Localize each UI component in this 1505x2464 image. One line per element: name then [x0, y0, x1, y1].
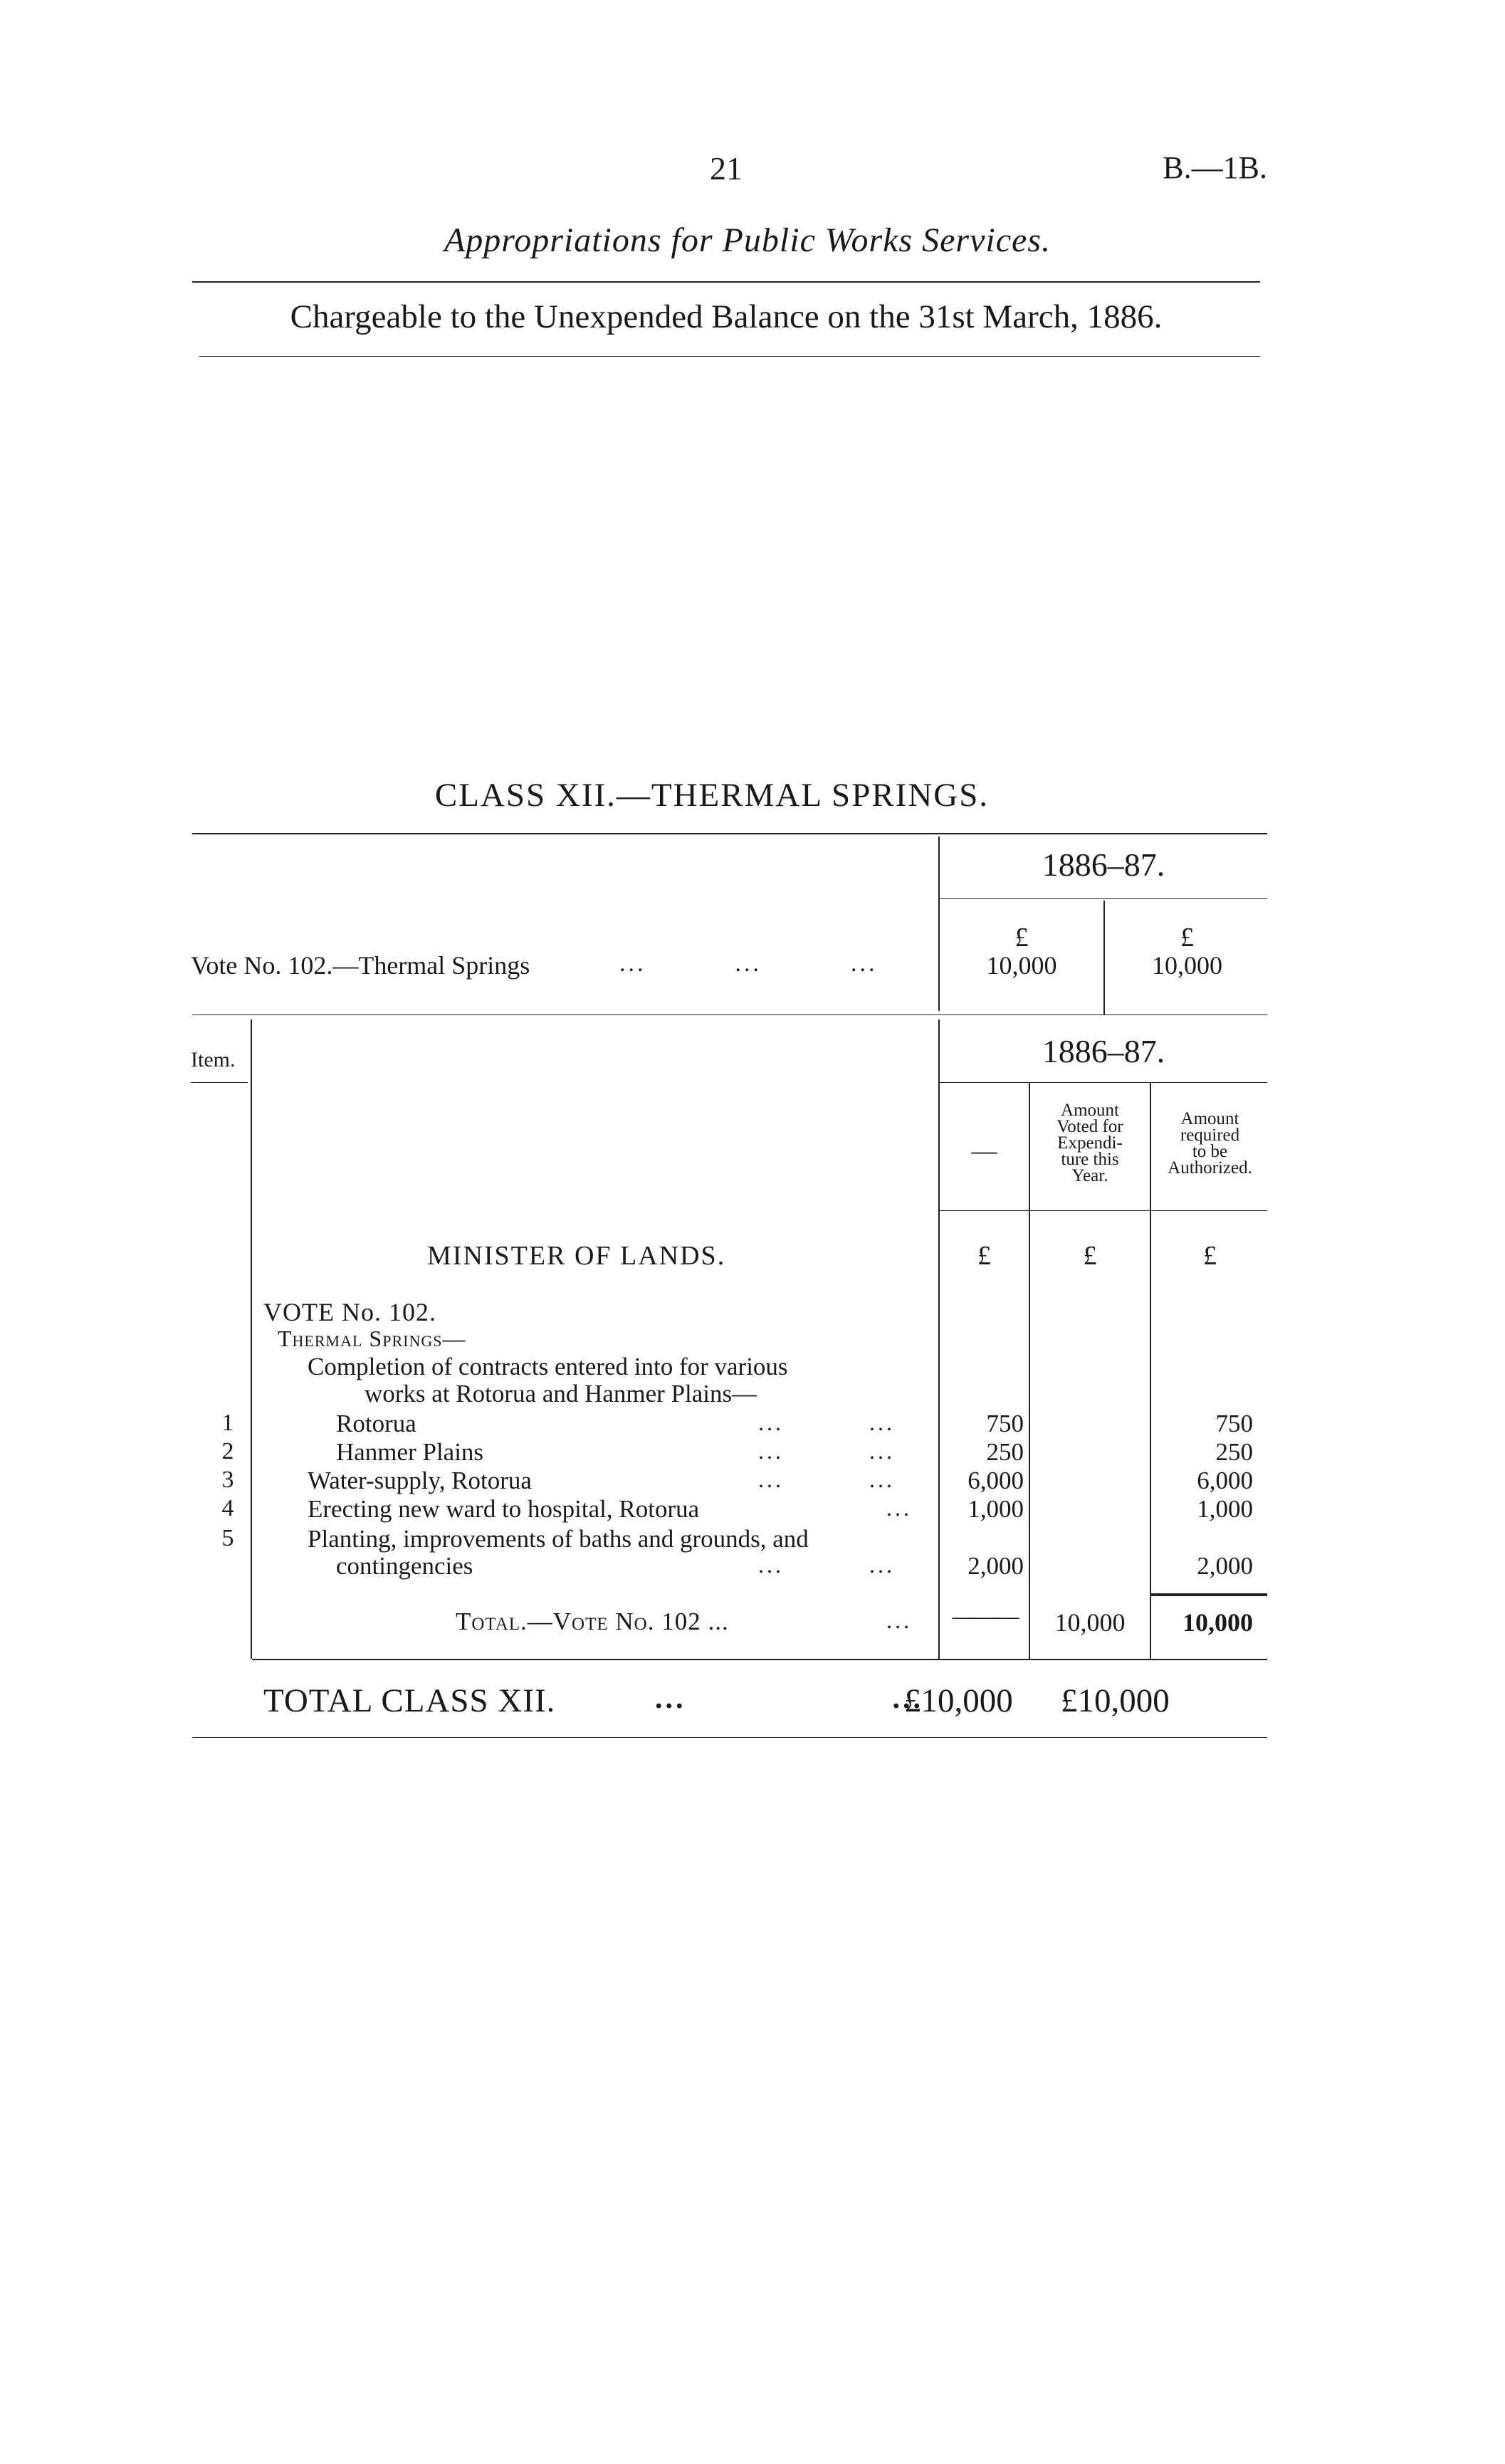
col2-currency: £	[1083, 1241, 1097, 1271]
grand-total-leader: ... ...	[655, 1682, 923, 1715]
col3-currency: £	[1203, 1241, 1217, 1271]
col2-header-line: Expendi-	[1057, 1133, 1123, 1153]
col2-header-line: ture this	[1061, 1150, 1119, 1169]
col3-header-line: Authorized.	[1168, 1158, 1252, 1178]
page-number: 21	[710, 150, 743, 187]
item-leader: ... ...	[758, 1552, 895, 1578]
summary-currency-1: £	[1014, 923, 1029, 953]
summary-vote-label	[191, 950, 530, 980]
summary-amount-2: 10,000	[1152, 951, 1222, 980]
item-col1-value: 1,000	[968, 1495, 1024, 1523]
item-header-rule	[191, 1082, 248, 1083]
item-column-divider	[251, 1019, 252, 1659]
total-rule	[1151, 1593, 1267, 1596]
item-number: 1	[221, 1410, 234, 1436]
subtitle-rule	[199, 356, 1260, 357]
item-col3-value: 750	[1215, 1410, 1253, 1437]
item-description: Rotorua	[336, 1410, 416, 1437]
vote-total-leader: ...	[886, 1608, 912, 1633]
item-number: 5	[221, 1525, 234, 1551]
summary-currency-2: £	[1180, 923, 1194, 953]
col3-header	[1151, 1111, 1269, 1176]
item-col1-value: 750	[986, 1410, 1024, 1437]
item-number: 2	[221, 1438, 234, 1464]
grand-total-rule	[192, 1737, 1267, 1738]
item-header: Item.	[191, 1048, 236, 1071]
summary-year-rule	[940, 898, 1267, 899]
grand-total-amount-2: £10,000	[1061, 1682, 1170, 1719]
item-leader: ... ...	[758, 1438, 895, 1464]
item-leader: ... ...	[758, 1410, 895, 1435]
item-number: 3	[221, 1467, 234, 1493]
item-col3-value: 6,000	[1197, 1467, 1253, 1494]
item-description: Water-supply, Rotorua	[308, 1467, 532, 1494]
item-number: 4	[221, 1495, 234, 1521]
col3-header-line: Amount	[1180, 1109, 1239, 1128]
page-subtitle: Chargeable to the Unexpended Balance on the 31st March, 1886.	[290, 298, 1163, 335]
col2-header-line: Voted for	[1056, 1117, 1123, 1136]
section-title: MINISTER OF LANDS.	[427, 1241, 726, 1271]
detail-year-rule	[940, 1082, 1267, 1083]
item-col3-value: 2,000	[1197, 1552, 1253, 1580]
col3-header-line: to be	[1192, 1142, 1228, 1161]
detail-bottom-rule	[252, 1659, 1267, 1660]
class-title-rule	[192, 833, 1267, 834]
subhead: Thermal Springs—	[278, 1326, 466, 1351]
item-description-cont: contingencies	[336, 1552, 473, 1580]
title-rule	[192, 281, 1260, 283]
vote-total-col3: 10,000	[1182, 1608, 1253, 1637]
grand-total-amount-1: £10,000	[904, 1682, 1013, 1719]
col1-header: —	[971, 1136, 997, 1165]
item-col1-value: 6,000	[968, 1467, 1024, 1494]
item-leader: ... ...	[758, 1467, 895, 1492]
item-col3-value: 1,000	[1197, 1495, 1253, 1523]
col3-header-line: required	[1180, 1126, 1240, 1145]
column-header-rule	[940, 1210, 1267, 1211]
vote-total-label: Total.—Vote No. 102 ...	[456, 1608, 729, 1635]
summary-vote-text: Vote No. 102.—Thermal Springs	[191, 951, 530, 980]
col1-currency: £	[977, 1241, 991, 1271]
document-reference: B.—1B.	[1163, 150, 1267, 185]
class-title: CLASS XII.—THERMAL SPRINGS.	[434, 777, 990, 814]
item-col1-value: 2,000	[968, 1552, 1024, 1580]
item-description: Erecting new ward to hospital, Rotorua	[308, 1495, 700, 1523]
col2-header-line: Amount	[1061, 1101, 1119, 1120]
item-col3-value: 250	[1215, 1438, 1253, 1466]
item-leader: ...	[886, 1495, 912, 1521]
grand-total-label: TOTAL CLASS XII.	[263, 1682, 556, 1719]
page-title: Appropriations for Public Works Services.	[444, 221, 1052, 259]
intro-line-1: Completion of contracts entered into for various	[308, 1353, 788, 1380]
vote-total-col1: ———	[952, 1603, 1017, 1630]
summary-col-divider	[1103, 901, 1105, 1015]
item-description: Hanmer Plains	[336, 1438, 484, 1466]
item-col1-value: 250	[986, 1438, 1024, 1466]
vote-total-col2: 10,000	[1054, 1608, 1126, 1637]
col2-header	[1030, 1102, 1150, 1184]
summary-vote-leader: ... ... ...	[619, 950, 878, 977]
detail-year: 1886–87.	[1042, 1033, 1165, 1069]
col2-header-line: Year.	[1071, 1166, 1108, 1185]
intro-line-2: works at Rotorua and Hanmer Plains—	[365, 1380, 757, 1407]
item-description: Planting, improvements of baths and grounds, and	[308, 1525, 809, 1553]
summary-year: 1886–87.	[1042, 846, 1165, 883]
summary-amount-1: 10,000	[986, 951, 1057, 980]
vote-heading: VOTE No. 102.	[263, 1298, 436, 1326]
